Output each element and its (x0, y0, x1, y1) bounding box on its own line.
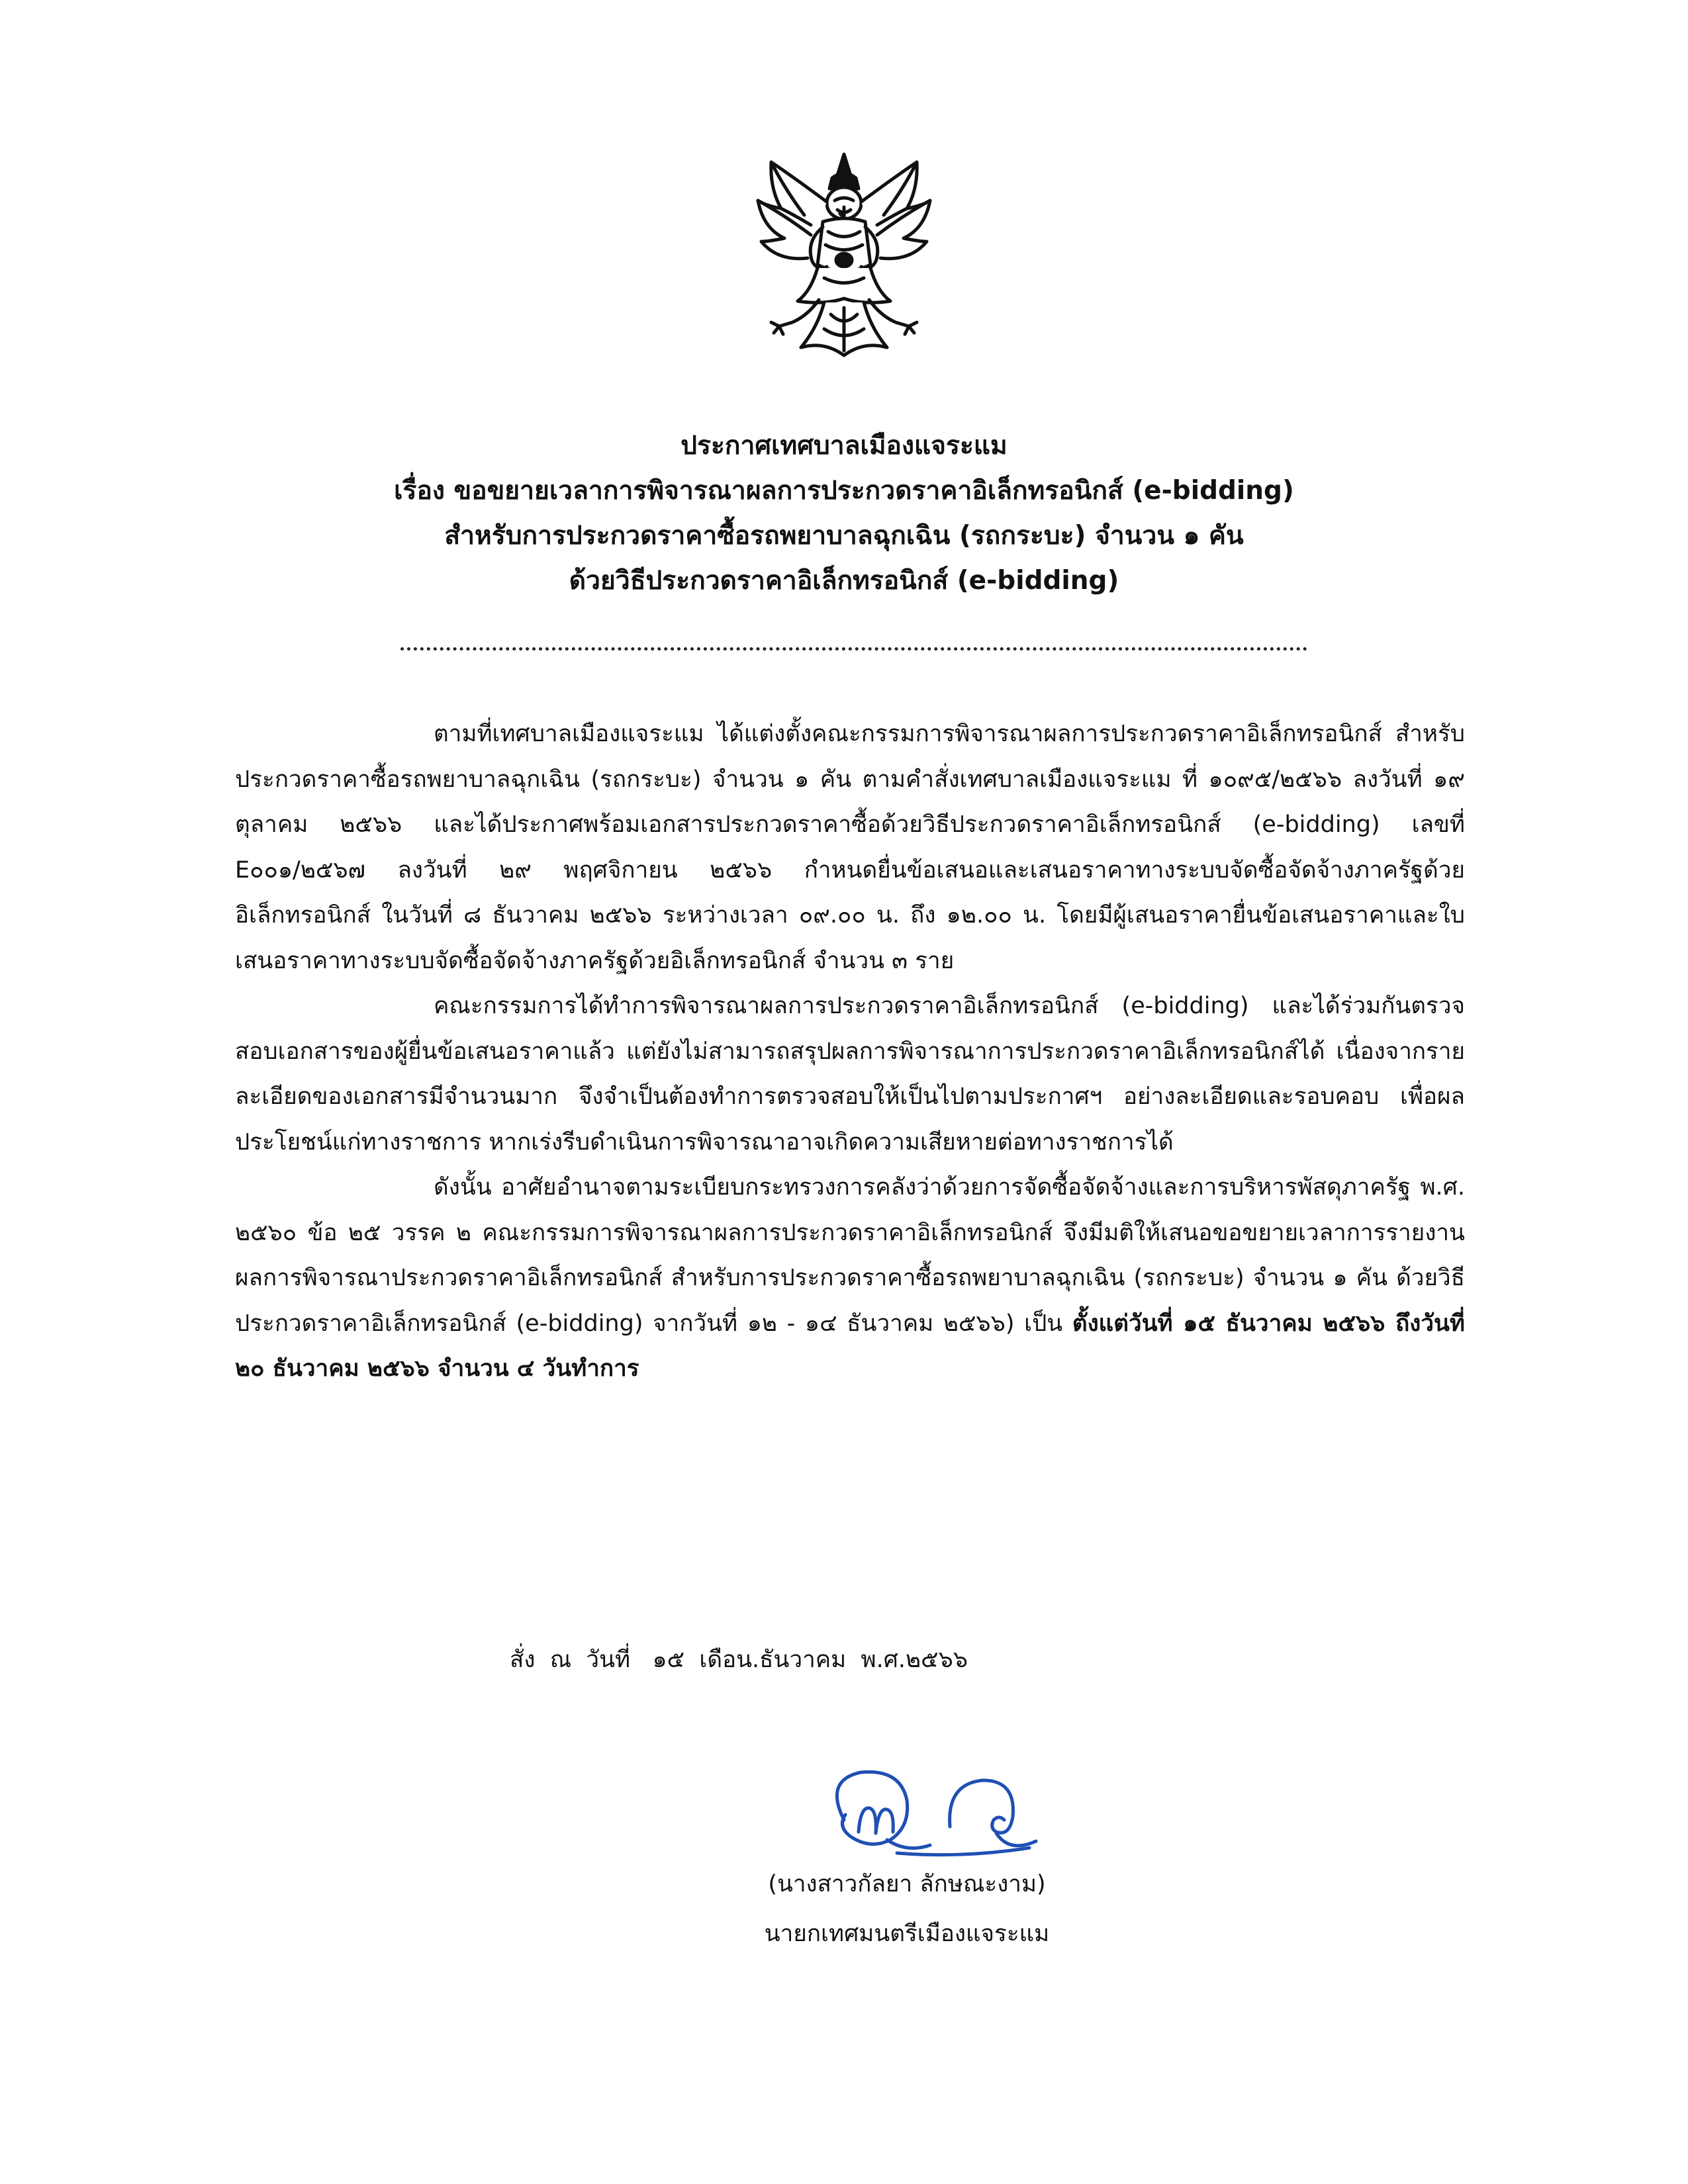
extended-period-text: ตั้งแต่วันที่ ๑๕ ธันวาคม ๒๕๖๖ ถึงวันที่ ๒๐ ธันวาคม ๒๕๖๖ จำนวน ๔ วันทำการ (235, 1310, 1465, 1382)
paragraph-background: ตามที่เทศบาลเมืองแจระแม ได้แต่งตั้งคณะกรรมการพิจารณาผลการประกวดราคาอิเล็กทรอนิกส์ สำหรับประกวดราคาซื้อรถพยาบาลฉุกเฉิน (รถกระบะ) จำนวน ๑ คัน ตามคำสั่งเทศบาลเมืองแจระแม ที่ ๑๐๙๕/๒๕๖๖ ลงวันที่ ๑๙ ตุลาคม ๒๕๖๖ และได้ประกาศพร้อมเอกสารประกวดราคาซื้อด้วยวิธีประกวดราคาอิเล็กทรอนิกส์ (e-bidding) เลขที่ E๐๐๑/๒๕๖๗ ลงวันที่ ๒๙ พฤศจิกายน ๒๕๖๖ กำหนดยื่นข้อเสนอและเสนอราคาทางระบบจัดซื้อจัดจ้างภาครัฐด้วยอิเล็กทรอนิกส์ ในวันที่ ๘ ธันวาคม ๒๕๖๖ ระหว่างเวลา ๐๙.๐๐ น. ถึง ๑๒.๐๐ น. โดยมีผู้เสนอราคายื่นข้อเสนอราคาและใบเสนอราคาทางระบบจัดซื้อจัดจ้างภาครัฐด้วยอิเล็กทรอนิกส์ จำนวน ๓ ราย (235, 721, 1465, 974)
heading-subject-line-3: ด้วยวิธีประกวดราคาอิเล็กทรอนิกส์ (e-bidding) (569, 566, 1119, 596)
announcement-body (235, 711, 1465, 1392)
resolution-text: ดังนั้น อาศัยอำนาจตามระเบียบกระทรวงการคลังว่าด้วยการจัดซื้อจัดจ้างและการบริหารพัสดุภาครัฐ พ.ศ. ๒๕๖๐ ข้อ ๒๕ วรรค ๒ คณะกรรมการพิจารณาผลการประกวดราคาอิเล็กทรอนิกส์ จึงมีมติให้เสนอขอขยายเวลาการรายงานผลการพิจารณาประกวดราคาอิเล็กทรอนิกส์ สำหรับการประกวดราคาซื้อรถพยาบาลฉุกเฉิน (รถกระบะ) จำนวน ๑ คัน ด้วยวิธีประกวดราคาอิเล็กทรอนิกส์ (e-bidding) จากวันที่ ๑๒ - ๑๔ ธันวาคม ๒๕๖๖) เป็น (235, 1174, 1465, 1337)
announcement-heading (199, 424, 1489, 604)
paragraph-resolution (235, 1165, 1465, 1392)
heading-subject: เรื่อง ขอขยายเวลาการพิจารณาผลการประกวดราคาอิเล็กทรอนิกส์ (e-bidding) (394, 476, 1294, 506)
signer-block (722, 1860, 1092, 1959)
paragraph-reason: คณะกรรมการได้ทำการพิจารณาผลการประกวดราคาอิเล็กทรอนิกส์ (e-bidding) และได้ร่วมกันตรวจสอบเอกสารของผู้ยื่นข้อเสนอราคาแล้ว แต่ยังไม่สามารถสรุปผลการพิจารณาการประกวดราคาอิเล็กทรอนิกส์ได้ เนื่องจากรายละเอียดของเอกสารมีจำนวนมาก จึงจำเป็นต้องทำการตรวจสอบให้เป็นไปตามประกาศฯ อย่างละเอียดและรอบคอบ เพื่อผลประโยชน์แก่ทางราชการ หากเร่งรีบดำเนินการพิจารณาอาจเกิดความเสียหายต่อทางราชการได้ (235, 993, 1465, 1156)
heading-subject-line-2: สำหรับการประกวดราคาซื้อรถพยาบาลฉุกเฉิน (รถกระบะ) จำนวน ๑ คัน (444, 521, 1244, 551)
signer-name: (นางสาวกัลยา ลักษณะงาม) (768, 1871, 1046, 1897)
garuda-emblem-icon (745, 149, 943, 367)
order-date: สั่ง ณ วันที่ ๑๕ เดือน.ธันวาคม พ.ศ.๒๕๖๖ (510, 1647, 968, 1673)
signer-position: นายกเทศมนตรีเมืองแจระแม (764, 1921, 1050, 1947)
heading-authority: ประกาศเทศบาลเมืองแจระแม (680, 431, 1008, 461)
dotted-divider (400, 647, 1307, 651)
